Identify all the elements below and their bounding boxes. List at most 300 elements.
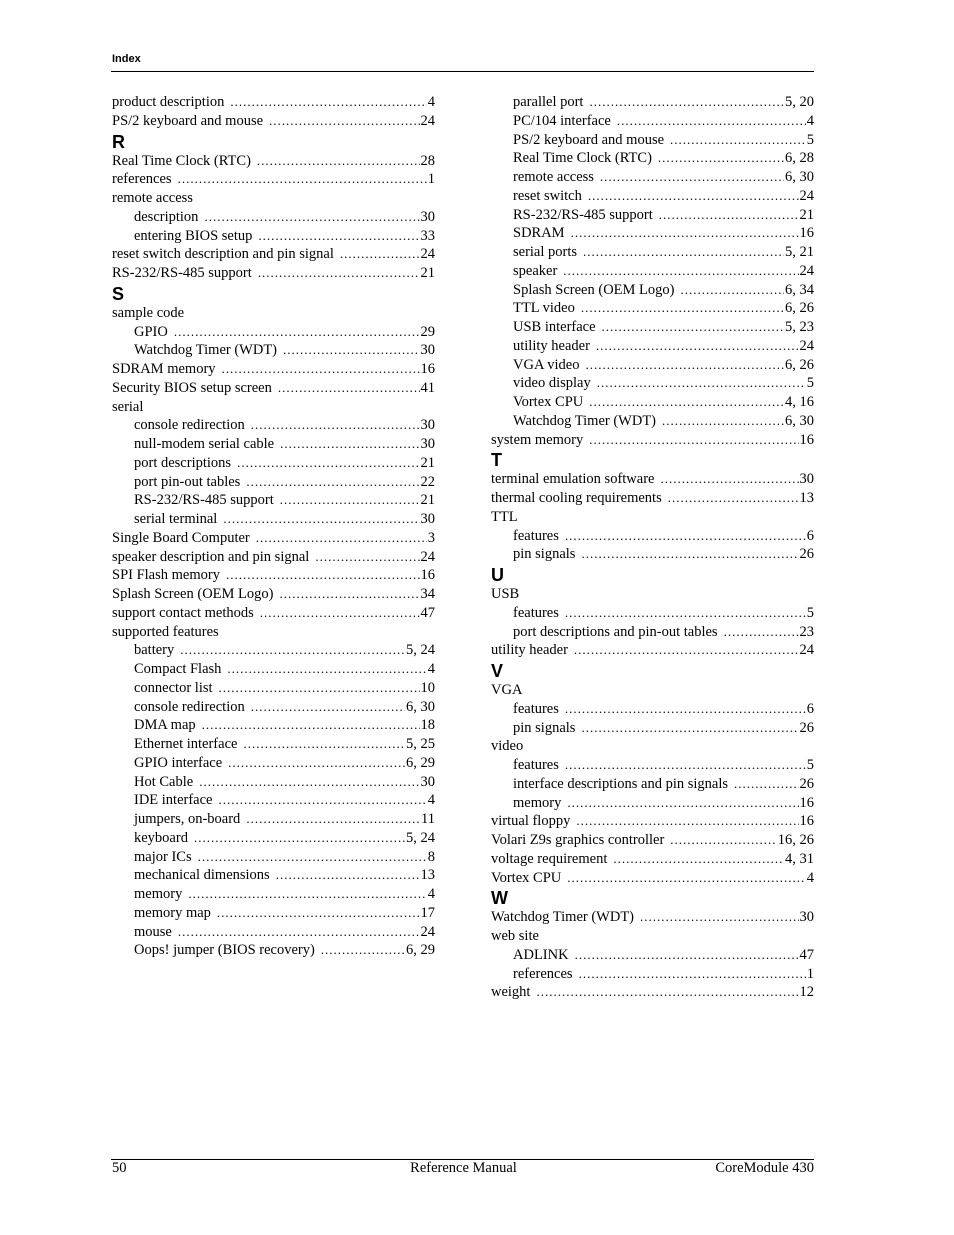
index-term: port descriptions and pin-out tables [513,623,718,640]
dot-leader [321,941,405,960]
index-subentry [491,604,814,623]
dot-leader [589,93,784,112]
index-entry [112,566,435,585]
page-reference: 5, 21 [785,244,814,260]
dot-leader [600,168,784,187]
dot-leader [188,885,426,904]
dot-leader [658,149,784,168]
page-reference: 4 [427,792,435,809]
dot-leader [579,965,806,984]
index-term: memory map [134,904,211,921]
index-term: speaker description and pin signal [112,548,310,565]
index-subentry [112,885,435,904]
index-term: Security BIOS setup screen [112,379,272,396]
page-reference: 12 [799,984,814,1001]
index-subentry [112,416,435,435]
page-reference: 5 [806,604,814,621]
page-reference: 26 [799,719,814,736]
dot-leader [536,983,798,1002]
page-reference: 16, 26 [777,832,814,848]
page-reference: 4 [806,112,814,129]
index-entry [491,869,814,888]
dot-leader [260,604,420,623]
page-reference: 41 [420,379,435,396]
index-term: supported features [112,623,219,640]
index-subentry [491,775,814,794]
document-title: Reference Manual [410,1160,517,1176]
index-term: thermal cooling requirements [491,490,662,506]
index-term: Hot Cable [134,773,194,790]
dot-leader [617,112,806,131]
index-entry [112,152,435,171]
index-term: port descriptions [134,454,232,471]
index-entry [491,489,814,508]
index-term: Oops! jumper (BIOS recovery) [134,942,315,959]
page-reference: 47 [799,946,814,963]
index-subentry [491,756,814,775]
dot-leader [724,623,799,642]
index-subentry [491,356,814,375]
page-reference: 26 [799,546,814,563]
index-term: video display [513,375,591,392]
dot-leader [251,416,420,435]
page-reference: 30 [420,342,435,359]
page-reference: 6, 30 [785,412,814,429]
index-subentry [491,623,814,642]
dot-leader [581,545,798,564]
index-subentry [491,224,814,243]
page-reference: 34 [420,586,435,602]
index-term: PS/2 keyboard and mouse [513,131,665,148]
index-entry [491,927,814,946]
page-reference: 4 [427,94,435,110]
dot-leader [246,473,419,492]
dot-leader [223,510,419,529]
dot-leader [565,604,806,623]
index-subentry [112,904,435,923]
index-subentry [491,168,814,187]
dot-leader [565,756,806,775]
dot-leader [280,435,419,454]
page-reference: 16 [799,225,814,242]
page-reference: 4, 31 [785,850,814,867]
dot-leader [278,379,420,398]
index-subentry [112,698,435,717]
index-term: SDRAM memory [112,361,216,377]
dot-leader [613,850,784,869]
index-entry [112,360,435,379]
dot-leader [574,641,799,660]
dot-leader [589,431,798,450]
index-subentry [491,700,814,719]
index-entry [491,812,814,831]
index-term: Vortex CPU [491,869,562,886]
index-term: DMA map [134,717,196,734]
page-reference: 5, 24 [406,829,435,846]
index-subentry [491,112,814,131]
page-reference: 16 [799,813,814,830]
index-entry [491,431,814,450]
index-subentry [491,149,814,168]
dot-leader [565,527,806,546]
index-subentry [491,206,814,225]
index-subentry [112,227,435,246]
dot-leader [563,262,798,281]
dot-leader [258,264,420,283]
index-subentry [491,281,814,300]
index-term: web site [491,928,539,944]
index-term: console redirection [134,698,245,715]
page-reference: 24 [420,246,435,263]
dot-leader [660,470,798,489]
dot-leader [280,491,420,510]
index-subentry [112,923,435,942]
dot-leader [567,869,806,888]
page-reference: 3 [427,529,435,546]
index-subentry [491,374,814,393]
page-reference: 21 [799,206,814,223]
page-reference: 6, 34 [785,281,814,298]
index-term: memory [134,886,183,902]
index-term: Splash Screen (OEM Logo) [112,586,274,602]
index-term: serial [112,398,144,415]
index-term: Watchdog Timer (WDT) [491,909,635,926]
dot-leader [659,206,799,225]
page-reference: 5, 23 [785,319,814,335]
index-term: interface descriptions and pin signals [513,775,729,792]
index-term: GPIO [134,323,168,340]
dot-leader [257,152,420,171]
dot-leader [256,529,427,548]
header-rule [111,71,814,72]
index-term: remote access [513,169,594,185]
dot-leader [597,374,806,393]
page-reference: 6, 28 [785,150,814,167]
index-subentry [491,545,814,564]
dot-leader [567,794,798,813]
index-term: null-modem serial cable [134,436,275,452]
page-reference: 23 [799,623,814,640]
index-term: RS-232/RS-485 support [134,492,274,509]
page-reference: 5 [806,757,814,773]
page-reference: 18 [420,717,435,734]
index-term: remote access [112,190,193,206]
page-reference: 5 [806,131,814,148]
dot-leader [276,866,420,885]
index-term: Real Time Clock (RTC) [513,150,652,167]
page-reference: 24 [799,187,814,204]
index-term: mouse [134,923,172,940]
page-reference: 30 [420,436,435,452]
index-section-letter: U [491,565,504,585]
index-term: keyboard [134,829,188,846]
dot-leader [279,585,419,604]
index-term: entering BIOS setup [134,227,253,244]
dot-leader [581,299,784,318]
index-entry [112,398,435,417]
dot-leader [585,356,784,375]
running-header: Index [112,53,141,65]
dot-leader [315,548,419,567]
index-entry [112,304,435,323]
index-entry [491,850,814,869]
index-subentry [491,299,814,318]
index-subentry [112,810,435,829]
page-reference: 17 [420,904,435,921]
index-subentry [112,791,435,810]
index-subentry [112,716,435,735]
page-reference: 4 [427,886,435,902]
dot-leader [217,904,420,923]
index-term: pin signals [513,546,576,563]
page-reference: 24 [799,262,814,279]
index-subentry [112,754,435,773]
index-term: utility header [491,642,568,659]
index-term: Single Board Computer [112,529,250,546]
index-term: sample code [112,304,185,321]
index-term: Splash Screen (OEM Logo) [513,281,675,298]
index-entry [491,983,814,1002]
index-subentry [112,866,435,885]
page-reference: 6, 26 [785,300,814,317]
index-term: mechanical dimensions [134,867,270,884]
index-term: Watchdog Timer (WDT) [513,412,657,429]
index-term: system memory [491,431,584,448]
page-reference: 30 [799,471,814,488]
index-section-letter: V [491,661,504,681]
index-term: reset switch [513,187,582,204]
index-subentry [491,965,814,984]
page-reference: 5, 24 [406,642,435,659]
index-term: battery [134,642,175,659]
index-term: RS-232/RS-485 support [513,206,653,223]
dot-leader [228,754,405,773]
page-reference: 6, 30 [406,698,435,715]
page-reference: 33 [420,227,435,244]
dot-leader [680,281,784,300]
page-reference: 6, 29 [406,942,435,959]
index-term: Ethernet interface [134,736,238,752]
index-term: VGA video [513,356,580,373]
dot-leader [258,227,419,246]
index-subentry [491,131,814,150]
page-reference: 21 [420,454,435,471]
index-term: support contact methods [112,604,254,621]
index-entry [491,585,814,604]
index-column-left [112,93,435,960]
index-term: ADLINK [513,946,569,963]
index-term: utility header [513,337,590,354]
dot-leader [565,700,806,719]
index-subentry [491,946,814,965]
index-subentry [112,491,435,510]
page-reference: 21 [420,492,435,509]
index-subentry [491,93,814,112]
index-subentry [112,735,435,754]
index-term: major ICs [134,848,192,865]
index-term: GPIO interface [134,754,223,771]
index-term: memory [513,794,562,811]
index-entry [112,264,435,283]
dot-leader [575,946,799,965]
page-reference: 4 [806,869,814,886]
index-subentry [491,412,814,431]
dot-leader [576,812,798,831]
page-reference: 13 [799,490,814,506]
index-subentry [491,719,814,738]
page-reference: 30 [799,909,814,926]
page-reference: 16 [799,431,814,448]
index-subentry [491,527,814,546]
page-reference: 24 [420,923,435,940]
index-term: connector list [134,679,213,696]
dot-leader [602,318,784,337]
dot-leader [230,93,426,112]
dot-leader [269,112,419,131]
dot-leader [180,641,405,660]
dot-leader [202,716,420,735]
page-number: 50 [112,1160,127,1176]
dot-leader [581,719,798,738]
dot-leader [219,791,427,810]
dot-leader [199,773,419,792]
index-subentry [491,337,814,356]
page-reference: 30 [420,511,435,527]
index-term: references [513,965,573,982]
product-name: CoreModule 430 [715,1160,814,1176]
dot-leader [670,131,806,150]
dot-leader [283,341,419,360]
index-term: PS/2 keyboard and mouse [112,112,264,129]
index-term: features [513,757,559,773]
page-reference: 5 [806,375,814,392]
index-section-letter: R [112,131,125,152]
index-entry [112,548,435,567]
index-entry [112,529,435,548]
index-entry [112,623,435,642]
page-reference: 30 [420,773,435,790]
index-entry [112,93,435,112]
index-subentry [491,393,814,412]
index-subentry [112,323,435,342]
page-reference: 28 [420,152,435,169]
dot-leader [251,698,405,717]
dot-leader [198,848,427,867]
index-term: USB [491,586,520,602]
index-term: PC/104 interface [513,112,611,129]
page-reference: 4 [427,661,435,677]
index-term: port pin-out tables [134,473,241,490]
index-term: Real Time Clock (RTC) [112,152,251,169]
index-term: weight [491,984,531,1001]
page-reference: 6, 30 [785,169,814,185]
index-subentry [491,262,814,281]
index-subentry [112,679,435,698]
index-entry [112,379,435,398]
index-subentry [491,794,814,813]
page-reference: 6, 26 [785,356,814,373]
dot-leader [237,454,419,473]
page-reference: 30 [420,208,435,225]
dot-leader [340,245,420,264]
page-reference: 30 [420,417,435,434]
index-subentry [112,473,435,492]
page-reference: 26 [799,775,814,792]
index-entry [491,681,814,700]
index-term: product description [112,94,225,110]
index-term: Compact Flash [134,661,222,677]
index-column-right [491,93,814,1002]
page-reference: 24 [799,337,814,354]
dot-leader [583,243,784,262]
index-subentry [112,208,435,227]
page-reference: 29 [420,323,435,340]
index-subentry [112,848,435,867]
index-term: voltage requirement [491,850,608,867]
index-term: parallel port [513,94,584,110]
index-subentry [112,829,435,848]
dot-leader [662,412,784,431]
index-term: Volari Z9s graphics controller [491,832,665,848]
dot-leader [589,393,784,412]
index-entry [491,908,814,927]
dot-leader [174,323,420,342]
index-term: virtual floppy [491,813,571,830]
dot-leader [219,679,420,698]
dot-leader [670,831,776,850]
index-term: features [513,527,559,544]
index-subentry [112,660,435,679]
dot-leader [194,829,405,848]
dot-leader [204,208,419,227]
index-section-letter: S [112,283,125,304]
index-section-letter: W [491,888,508,909]
index-entry [491,737,814,756]
index-subentry [491,243,814,262]
dot-leader [734,775,798,794]
dot-leader [178,170,427,189]
page-reference: 22 [420,473,435,490]
index-term: speaker [513,262,558,279]
index-subentry [112,435,435,454]
index-subentry [112,773,435,792]
page-reference: 10 [420,679,435,696]
index-term: console redirection [134,417,245,434]
index-term: Watchdog Timer (WDT) [134,342,278,359]
index-term: Vortex CPU [513,394,584,410]
index-entry [491,641,814,660]
page-reference: 6, 29 [406,754,435,771]
index-term: terminal emulation software [491,471,655,488]
page-reference: 5, 25 [406,736,435,752]
index-subentry [112,941,435,960]
index-section-letter: T [491,450,502,471]
page-reference: 13 [420,867,435,884]
dot-leader [227,660,426,679]
dot-leader [668,489,799,508]
dot-leader [640,908,798,927]
page-reference: 21 [420,265,435,281]
page-reference: 4, 16 [785,394,814,410]
index-subentry [491,187,814,206]
index-term: VGA [491,682,523,698]
dot-leader [588,187,799,206]
index-subentry [491,318,814,337]
index-entry [112,112,435,131]
page-reference: 8 [427,848,435,865]
index-term: SPI Flash memory [112,567,220,584]
index-term: serial ports [513,244,578,260]
